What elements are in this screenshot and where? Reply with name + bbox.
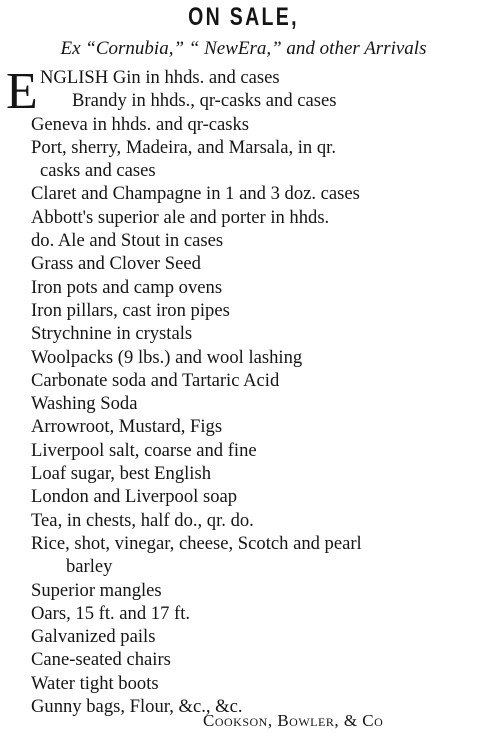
item-text: Oars, 15 ft. and 17 ft. xyxy=(31,602,191,624)
item-text: barley xyxy=(66,556,113,578)
item-text: Iron pots and camp ovens xyxy=(31,276,223,298)
list-item xyxy=(0,346,487,369)
signature: Cookson, Bowler, & Co xyxy=(203,711,384,730)
list-item xyxy=(0,579,487,602)
item-text: Washing Soda xyxy=(31,393,138,415)
list-item xyxy=(0,299,487,322)
item-text: Carbonate soda and Tartaric Acid xyxy=(31,369,280,391)
item-list xyxy=(0,63,487,718)
item-text: Rice, shot, vinegar, cheese, Scotch and pearl xyxy=(31,532,362,554)
list-item xyxy=(0,276,487,299)
list-item xyxy=(0,322,487,345)
item-text: Claret and Champagne in 1 and 3 doz. cases xyxy=(31,183,360,205)
list-item xyxy=(0,252,487,275)
item-text: Arrowroot, Mustard, Figs xyxy=(31,416,223,438)
item-text: do. Ale and Stout in cases xyxy=(31,230,224,252)
item-text: Loaf sugar, best English xyxy=(31,463,211,485)
list-item xyxy=(0,229,487,252)
list-item xyxy=(0,648,487,671)
list-item xyxy=(0,485,487,508)
item-text: Iron pillars, cast iron pipes xyxy=(31,299,230,321)
item-text: Grass and Clover Seed xyxy=(31,253,201,275)
list-item xyxy=(0,555,487,578)
item-text: Liverpool salt, coarse and fine xyxy=(31,439,257,461)
list-item xyxy=(0,625,487,648)
item-text: Geneva in hhds. and qr-casks xyxy=(31,113,250,135)
item-text: Port, sherry, Madeira, and Marsala, in qr. xyxy=(31,136,336,158)
list-item xyxy=(0,532,487,555)
item-text: Gunny bags, Flour, &c., &c. xyxy=(31,696,243,718)
list-item xyxy=(0,159,487,182)
item-text: London and Liverpool soap xyxy=(31,486,238,508)
item-text: Galvanized pails xyxy=(31,626,156,648)
drop-cap: E xyxy=(6,63,38,120)
list-item xyxy=(0,113,487,136)
list-item xyxy=(0,509,487,532)
item-text: Brandy in hhds., qr-casks and cases xyxy=(72,90,337,112)
item-text: Abbott's superior ale and porter in hhds. xyxy=(31,206,330,228)
list-item xyxy=(0,602,487,625)
item-text: Superior mangles xyxy=(31,579,162,601)
item-text: Water tight boots xyxy=(31,672,159,694)
item-text: casks and cases xyxy=(40,160,156,182)
item-text: Strychnine in crystals xyxy=(31,323,193,345)
list-item xyxy=(0,369,487,392)
list-item xyxy=(0,206,487,229)
item-text: Woolpacks (9 lbs.) and wool lashing xyxy=(31,346,303,368)
item-text: Cane-seated chairs xyxy=(31,649,171,671)
list-item xyxy=(0,182,487,205)
item-text: NGLISH Gin in hhds. and cases xyxy=(40,67,280,88)
item-text: Tea, in chests, half do., qr. do. xyxy=(31,509,254,531)
list-item xyxy=(0,89,487,112)
subheading: Ex “Cornubia,” “ NewEra,” and other Arrivals xyxy=(60,38,427,59)
list-item xyxy=(0,392,487,415)
list-item xyxy=(0,672,487,695)
list-item xyxy=(0,415,487,438)
list-item xyxy=(0,439,487,462)
list-item xyxy=(0,462,487,485)
headline: ON SALE, xyxy=(188,3,299,31)
list-item xyxy=(0,136,487,159)
